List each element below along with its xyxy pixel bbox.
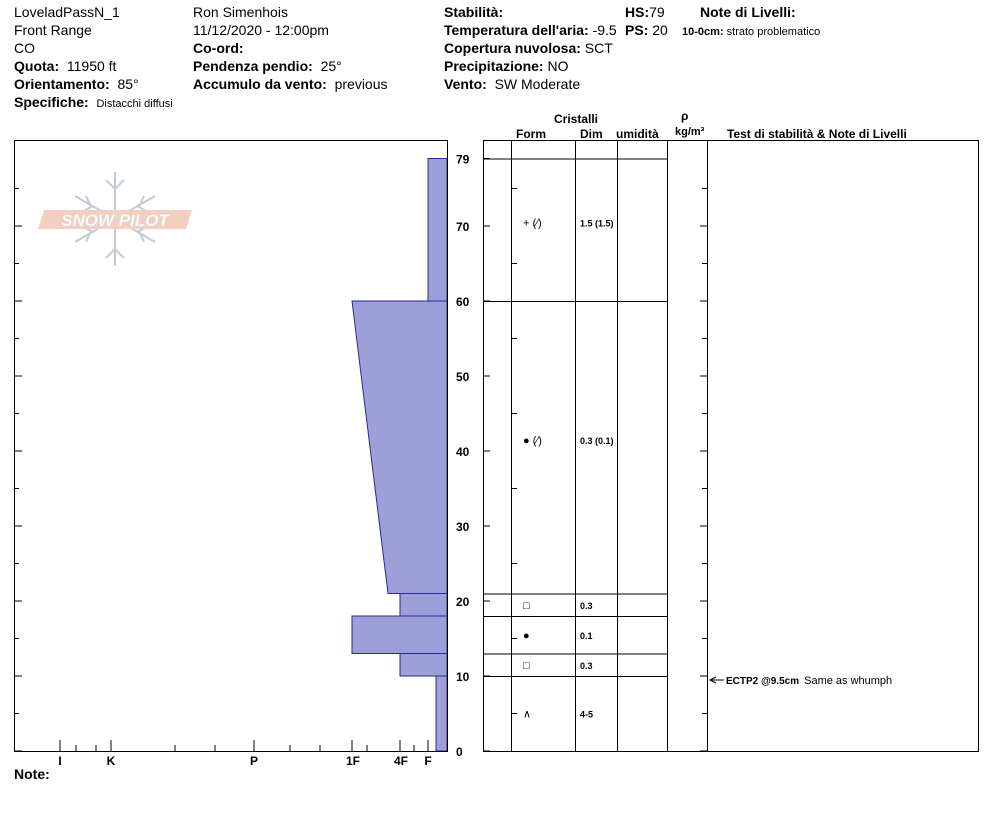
layer-notes-label: Note di Livelli:: [700, 4, 796, 20]
layer-note-text: strato problematico: [726, 26, 821, 38]
y-tick-label: 70: [456, 220, 470, 234]
crystal-form: + (⁄): [523, 217, 542, 230]
hardness-tick-label: F: [424, 754, 432, 768]
ps-label: PS:: [625, 22, 649, 38]
snow-pilot-logo: [38, 172, 192, 266]
test-entry: [726, 675, 892, 687]
layer-note-depth: 10-0cm:: [682, 26, 724, 38]
hardness-tick-label: K: [106, 754, 116, 768]
ps-value: 20: [652, 22, 668, 38]
crystal-form: □: [523, 599, 530, 612]
crystal-form: ∧: [523, 708, 532, 721]
logo-text: SNOW PILOT: [61, 211, 169, 230]
y-tick-label: 30: [456, 520, 470, 534]
crystals-header: Cristalli: [554, 112, 599, 126]
hs-value: 79: [649, 4, 665, 20]
moisture-header: umidità: [616, 127, 659, 141]
crystal-size: 0.3 (0.1): [580, 435, 614, 446]
datetime: 11/12/2020 - 12:00pm: [193, 22, 329, 38]
slope-label: Pendenza pendio:: [193, 58, 313, 74]
crystal-size: 0.3: [580, 660, 593, 671]
y-tick-label: 79: [456, 152, 470, 167]
hardness-tick-label: P: [249, 754, 259, 768]
stability-label: Stabilità:: [444, 4, 504, 20]
dim-header: Dim: [580, 127, 603, 141]
coords-label: Co-ord:: [193, 40, 244, 56]
wind-label: Vento:: [444, 76, 487, 92]
elevation-label: Quota:: [14, 58, 60, 74]
layer-frame: [484, 141, 979, 752]
slope-value: 25°: [320, 58, 342, 74]
cloud-value: SCT: [584, 40, 613, 56]
y-tick-label: 50: [456, 370, 470, 384]
crystal-form: ●: [523, 629, 530, 642]
cloud-label: Copertura nuvolosa:: [444, 40, 581, 56]
hardness-tick-label: 1F: [345, 754, 361, 768]
y-tick-label: 10: [456, 670, 470, 684]
precip-label: Precipitazione:: [444, 58, 544, 74]
stability-tests: [710, 675, 892, 687]
elevation-value: 11950 ft: [66, 58, 117, 74]
y-tick-label: 40: [456, 445, 470, 459]
crystal-form: ● (⁄): [523, 434, 542, 447]
axes: [14, 153, 708, 769]
specifics-label: Specifiche:: [14, 94, 89, 110]
hs-label: HS:: [625, 4, 650, 20]
precip-value: NO: [547, 58, 569, 74]
air-temp-value: -9.5: [592, 22, 617, 38]
wind-value: SW Moderate: [494, 76, 581, 92]
aspect-label: Orientamento:: [14, 76, 110, 92]
crystal-size: 1.5 (1.5): [580, 218, 614, 229]
wind-load-value: previous: [334, 76, 388, 92]
site-name: LoveladPassN_1: [14, 4, 120, 20]
hardness-layer-1: [400, 654, 447, 677]
y-tick-label: 60: [456, 295, 470, 309]
crystal-form: □: [523, 659, 530, 672]
stability-notes-header: Test di stabilità & Note di Livelli: [727, 127, 907, 141]
crystal-size: 0.3: [580, 600, 593, 611]
hardness-profile: [352, 159, 447, 752]
air-temp-label: Temperatura dell'aria:: [444, 22, 589, 38]
hardness-layer-0: [436, 676, 447, 751]
hardness-layer-3: [400, 594, 447, 617]
wind-load-label: Accumulo da vento:: [193, 76, 327, 92]
state-name: CO: [14, 40, 35, 56]
frames: [15, 140, 979, 752]
specifics-value: Distacchi diffusi: [96, 98, 173, 110]
hardness-layer-4: [352, 301, 447, 594]
crystal-size: 4-5: [580, 709, 594, 720]
hardness-layer-5: [428, 159, 447, 302]
test-note: Same as whumph: [804, 675, 893, 687]
y-tick-label: 20: [456, 595, 470, 609]
test-result: ECTP2 @9.5cm: [726, 676, 800, 687]
hardness-layer-2: [352, 616, 447, 654]
crystal-size: 0.1: [580, 630, 593, 641]
density-unit-header: kg/m³: [675, 126, 705, 138]
observer: Ron Simenhois: [193, 4, 288, 20]
rho-header: ρ: [681, 109, 689, 123]
range-name: Front Range: [14, 22, 92, 38]
note-label: Note:: [14, 766, 50, 782]
aspect-value: 85°: [117, 76, 139, 92]
hardness-tick-label: I: [58, 754, 62, 768]
form-header: Form: [516, 127, 546, 141]
y-tick-label: 0: [456, 745, 463, 759]
hardness-tick-label: 4F: [393, 754, 409, 768]
